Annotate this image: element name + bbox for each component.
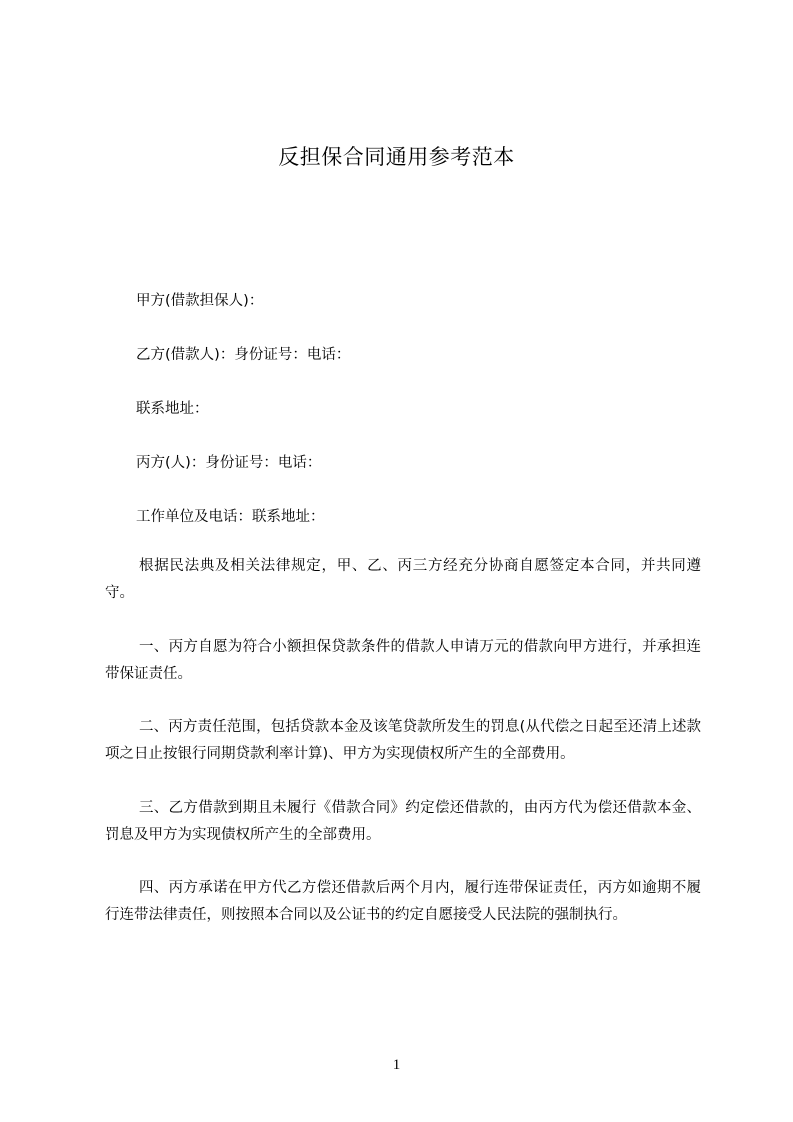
paragraph-clause-2: 二、丙方责任范围，包括贷款本金及该笔贷款所发生的罚息(从代偿之日起至还清上述款项之日止按银行同期贷款利率计算)、甲方为实现债权所产生的全部费用。 xyxy=(105,719,701,762)
page-number: 1 xyxy=(392,1057,401,1073)
party-c-work-address-field: 工作单位及电话：联系地址： xyxy=(136,509,325,525)
paragraph-clause-1: 一、丙方自愿为符合小额担保贷款条件的借款人申请万元的借款向甲方进行，并承担连带保证责任。 xyxy=(105,639,701,682)
party-a-field: 甲方(借款担保人)： xyxy=(136,293,264,309)
party-b-field: 乙方(借款人)：身份证号：电话： xyxy=(136,347,351,363)
paragraph-preamble: 根据民法典及相关法律规定，甲、乙、丙三方经充分协商自愿签定本合同，并共同遵守。 xyxy=(105,558,701,601)
party-c-field: 丙方(人)：身份证号：电话： xyxy=(136,455,322,471)
paragraph-clause-3: 三、乙方借款到期且未履行《借款合同》约定偿还借款的，由丙方代为偿还借款本金、罚息及甲方为实现债权所产生的全部费用。 xyxy=(105,800,701,843)
party-b-address-field: 联系地址： xyxy=(136,401,209,417)
paragraph-clause-4: 四、丙方承诺在甲方代乙方偿还借款后两个月内，履行连带保证责任，丙方如逾期不履行连带法律责任，则按照本合同以及公证书的约定自愿接受人民法院的强制执行。 xyxy=(105,880,701,923)
document-title: 反担保合同通用参考范本 xyxy=(278,145,515,169)
